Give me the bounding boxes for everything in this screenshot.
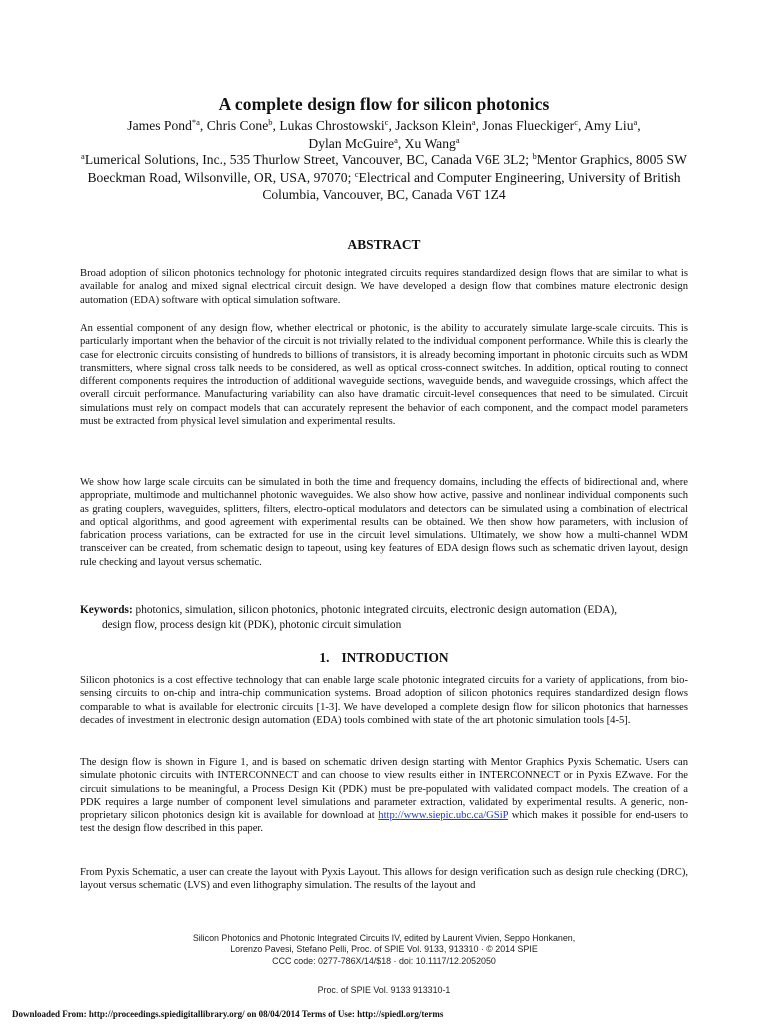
affiliation-lumerical: Lumerical Solutions, Inc., 535 Thurlow Street, Vancouver, BC, Canada V6E 3L2;: [84, 152, 530, 167]
abstract-heading: ABSTRACT: [347, 237, 421, 252]
author-affiliation-mark: a: [394, 134, 398, 145]
abstract-paragraph: An essential component of any design flow, whether electrical or photonic, is the ability to accurately simulate large-scale circuits. This is particularly important when the behavior of the circuit is not trivially related to the individual component performance. While this is clearly the case for electronic circuits consisting of hundreds to billions of transistors, it is already becoming important in photonic circuits such as WDM transmitters, where signal cross talk needs to be considered, as well as optical cross-connect switches. In addition, optical routing to connect different components requires the introduction of additional waveguide sections, waveguide bends, and waveguide crossings, which affect the overall circuit performance. Manufacturing variability can also have dramatic circuit-level consequences that need to be simulated. Circuit simulations must rely on compact models that can accurately represent the behavior of each component, and the compact model parameters must be extracted from physical level simulation and experimental results.: [80, 323, 688, 427]
section-heading-introduction: [0, 650, 768, 666]
section-title: INTRODUCTION: [341, 650, 449, 665]
affiliations: [60, 151, 708, 204]
footer-line: Silicon Photonics and Photonic Integrated Circuits IV, edited by Laurent Vivien, Seppo Honkanen,: [192, 933, 576, 943]
affiliation-mark: a: [81, 151, 85, 161]
intro-paragraph: [80, 756, 688, 836]
author-name: Lukas Chrostowski: [279, 118, 385, 133]
author-name: James Pond: [127, 118, 192, 133]
author-affiliation-mark: c: [574, 117, 578, 127]
paper-title: A complete design flow for silicon photonics: [218, 94, 550, 114]
footer-line: CCC code: 0277-786X/14/$18 · doi: 10.1117/12.2052050: [272, 955, 496, 966]
page-number: Proc. of SPIE Vol. 9133 913310-1: [317, 985, 451, 995]
keywords-text: design flow, process design kit (PDK), photonic circuit simulation: [102, 619, 402, 631]
affiliation-mentor: Mentor Graphics, 8005 SW Boeckman Road, Wilsonville, OR, USA, 97070;: [87, 152, 687, 185]
keywords: [80, 603, 688, 633]
affiliation-mark: b: [532, 151, 537, 161]
author-list: James Pond$^{*a}$, Chris Cone$^b$, Lukas Chrostowski$^c$, Jackson Klein$^a$, Jonas Flueckiger$^c$, Amy Liu$^a$, Dylan McGuire$^a$, Xu Wang$^a$: [127, 117, 641, 151]
keywords-label: Keywords:: [80, 604, 133, 616]
affiliation-mark: c: [354, 168, 359, 179]
author-name: Dylan McGuire: [308, 135, 395, 151]
abstract-paragraph: We show how large scale circuits can be simulated in both the time and frequency domains, including the effects of bidirectional and, where appropriate, multimode and multichannel photonic waveguides. We also show how active, passive and nonlinear individual components such as grating couplers, waveguides, splitters, filters, electro-optical modulators and detectors can be simulated using a combination of electrical and optical algorithms, and good agreement with experimental results can be obtained. We then show how parameters, with inclusion of fabrication process variations, can be extracted for use in the circuit level simulations. Ultimately, we show how a multi-channel WDM transceiver can be created, from schematic design to tapeout, using key features of EDA design flows such as schematic driven layout, design rule checking and layout versus schematic.: [80, 477, 688, 568]
section-number: 1.: [319, 650, 330, 665]
download-notice: Downloaded From: http://proceedings.spiedigitallibrary.org/ on 08/04/2014 Terms of Use: http://spiedl.org/terms: [12, 1009, 444, 1019]
author-affiliation-mark: c: [384, 117, 389, 127]
keywords-text: photonics, simulation, silicon photonics, photonic integrated circuits, electronic design automation (EDA),: [135, 604, 618, 616]
intro-paragraph: From Pyxis Schematic, a user can create the layout with Pyxis Layout. This allows for design verification such as design rule checking (DRC), layout versus schematic (LVS) and even lithography simulation. The results of the layout and: [80, 867, 688, 892]
author-affiliation-mark: a: [455, 134, 460, 145]
author-affiliation-mark: b: [268, 117, 273, 127]
intro-text: The design flow is shown in Figure 1, and is based on schematic driven design starting with Mentor Graphics Pyxis Schematic. Users can simulate photonic circuits with INTERCONNECT and can choose to view results either in INTERCONNECT or in Pyxis EZwave. For the circuit simulations to be meaningful, a Process Design Kit (PDK) must be pre-populated with validated compact models. The creation of a PDK requires a large number of component level simulations and parameter extraction, validated by experimental results. A generic, non-proprietary silicon photonics design kit is available for download at: [80, 757, 688, 821]
footer-line: Lorenzo Pavesi, Stefano Pelli, Proc. of SPIE Vol. 9133, 913310 · © 2014 SPIE: [230, 944, 538, 955]
gsip-download-link[interactable]: http://www.siepic.ubc.ca/GSiP: [378, 810, 509, 821]
author-affiliation-mark: a: [633, 117, 638, 127]
abstract-paragraph: Broad adoption of silicon photonics technology for photonic integrated circuits requires standardized design flows that are similar to what is available for analog and mixed signal electrical circuit design. We have developed a design flow that combines mature electronic design automation (EDA) software with optical simulation software.: [80, 268, 688, 306]
author-affiliation-mark: *a: [191, 117, 200, 127]
author-affiliation-mark: a: [471, 117, 476, 127]
affiliation-ubc: Electrical and Computer Engineering, University of British Columbia, Vancouver, BC, Canada V6T 1Z4: [262, 169, 681, 202]
author-name: Chris Cone: [206, 118, 269, 133]
publication-footer: [0, 933, 768, 967]
author-name: Jackson Klein: [395, 118, 472, 133]
intro-text: which makes it possible for end-users to test the design flow described in this paper.: [80, 810, 688, 835]
author-name: Xu Wang: [404, 135, 456, 151]
author-name: Jonas Flueckiger: [482, 118, 575, 133]
intro-paragraph: Silicon photonics is a cost effective technology that can enable large scale photonic integrated circuits for a variety of applications, from bio-sensing circuits to on-chip and intra-chip communication systems. Broad adoption of silicon photonics requires standardized design flows comparable to what is available for electronic circuits [1-3]. We have developed a complete design flow for silicon photonics that harnesses decades of investment in electronic design automation (EDA) tools combined with state of the art photonic simulation tools [4-5].: [80, 675, 688, 726]
author-name: Amy Liu: [584, 118, 634, 133]
